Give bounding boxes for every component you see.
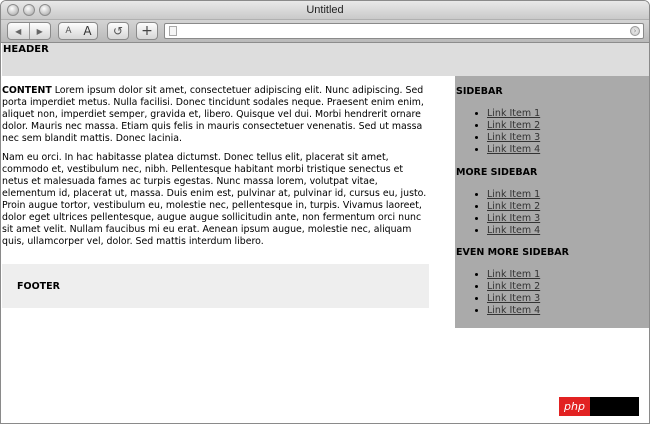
back-arrow-icon[interactable]: ◀ (15, 26, 22, 36)
sidebar-link[interactable]: Link Item 2 (487, 281, 541, 292)
list-item (487, 281, 540, 293)
sidebar (455, 76, 649, 328)
go-icon[interactable]: › (630, 26, 640, 36)
text-smaller-button[interactable]: A (65, 26, 72, 36)
back-forward-control (7, 22, 51, 40)
text-bigger-button[interactable]: A (83, 24, 92, 38)
forward-arrow-icon[interactable]: ▶ (36, 26, 43, 36)
list-item (487, 108, 540, 120)
plus-icon: + (141, 23, 153, 39)
list-item (487, 269, 540, 281)
sidebar-link[interactable]: Link Item 2 (487, 120, 541, 131)
list-item (487, 201, 540, 213)
list-item (487, 120, 540, 132)
content-paragraph-1 (2, 85, 432, 145)
sidebar-link[interactable]: Link Item 3 (487, 293, 541, 304)
even-more-sidebar-heading: EVEN MORE SIDEBAR (456, 247, 569, 258)
watermark-logo (559, 397, 639, 416)
sidebar-link[interactable]: Link Item 1 (487, 189, 541, 200)
sidebar-link[interactable]: Link Item 2 (487, 201, 541, 212)
sidebar-link[interactable]: Link Item 1 (487, 108, 541, 119)
sidebar-link[interactable]: Link Item 4 (487, 305, 541, 316)
window-title: Untitled (306, 4, 344, 16)
list-item (487, 293, 540, 305)
reload-button[interactable] (107, 22, 129, 40)
more-sidebar-link-list (481, 189, 540, 237)
list-item (487, 213, 540, 225)
sidebar-link[interactable]: Link Item 1 (487, 269, 541, 280)
page-icon (169, 26, 177, 36)
content-paragraph-2: Nam eu orci. In hac habitasse platea dictumst. Donec tellus elit, placerat sit amet, commodo et, vestibulum nec, nibh. Pellentesque habitant morbi tristique senectus et netus et malesuada fames ac turpis egestas. Nunc massa lorem, volutpat vitae, elementum id, placerat ut, massa. Duis enim est, pulvinar at, pulvinar id, cursus eu, justo. Proin augue tortor, vestibulum eu, molestie nec, pellentesque in, turpis. Vivamus laoreet, dolor eget ultrices pellentesque, augue augue sollicitudin ante, non fermentum orci nunc sit amet velit. Nullam faucibus mi eu erat. Aenean ipsum augue, molestie nec, aliquam quis, ullamcorper vel, dolor. Sed mattis interdum libero. (2, 152, 427, 247)
header-label: HEADER (3, 44, 49, 55)
sidebar-heading: SIDEBAR (456, 86, 503, 97)
list-item (487, 189, 540, 201)
sidebar-link[interactable]: Link Item 4 (487, 225, 541, 236)
main-content (2, 85, 432, 255)
footer-label: FOOTER (17, 281, 60, 292)
sidebar-link[interactable]: Link Item 3 (487, 213, 541, 224)
list-item (487, 132, 540, 144)
list-item (487, 225, 540, 237)
content-label: CONTENT (2, 85, 52, 96)
sidebar-link[interactable]: Link Item 4 (487, 144, 541, 155)
add-bookmark-button[interactable] (136, 22, 158, 40)
list-item (487, 305, 540, 317)
more-sidebar-heading: MORE SIDEBAR (456, 167, 538, 178)
list-item (487, 144, 540, 156)
sidebar-link-list (481, 108, 540, 156)
page-footer (2, 264, 429, 308)
browser-toolbar (1, 20, 649, 43)
page-header (2, 43, 649, 76)
watermark-text: php (559, 397, 590, 416)
even-more-sidebar-link-list (481, 269, 540, 317)
content-paragraph-1-text: Lorem ipsum dolor sit amet, consectetuer adipiscing elit. Nunc adipiscing. Sed porta imperdiet metus. Nulla facilisi. Donec tincidunt sodales neque. Praesent enim enim, aliquet non, imperdiet semper, gravida et, libero. Quisque vel dui. Morbi hendrerit ornare dolor. Mauris nec massa. Etiam quis felis in mauris consectetuer venenatis. Sed ut massa nec sem blandit mattis. Donec lacinia. (2, 85, 424, 144)
watermark-block (590, 397, 639, 416)
address-bar[interactable] (164, 23, 644, 39)
sidebar-link[interactable]: Link Item 3 (487, 132, 541, 143)
title-bar[interactable] (1, 1, 649, 20)
text-size-control (58, 22, 98, 40)
reload-icon: ↺ (112, 24, 124, 38)
